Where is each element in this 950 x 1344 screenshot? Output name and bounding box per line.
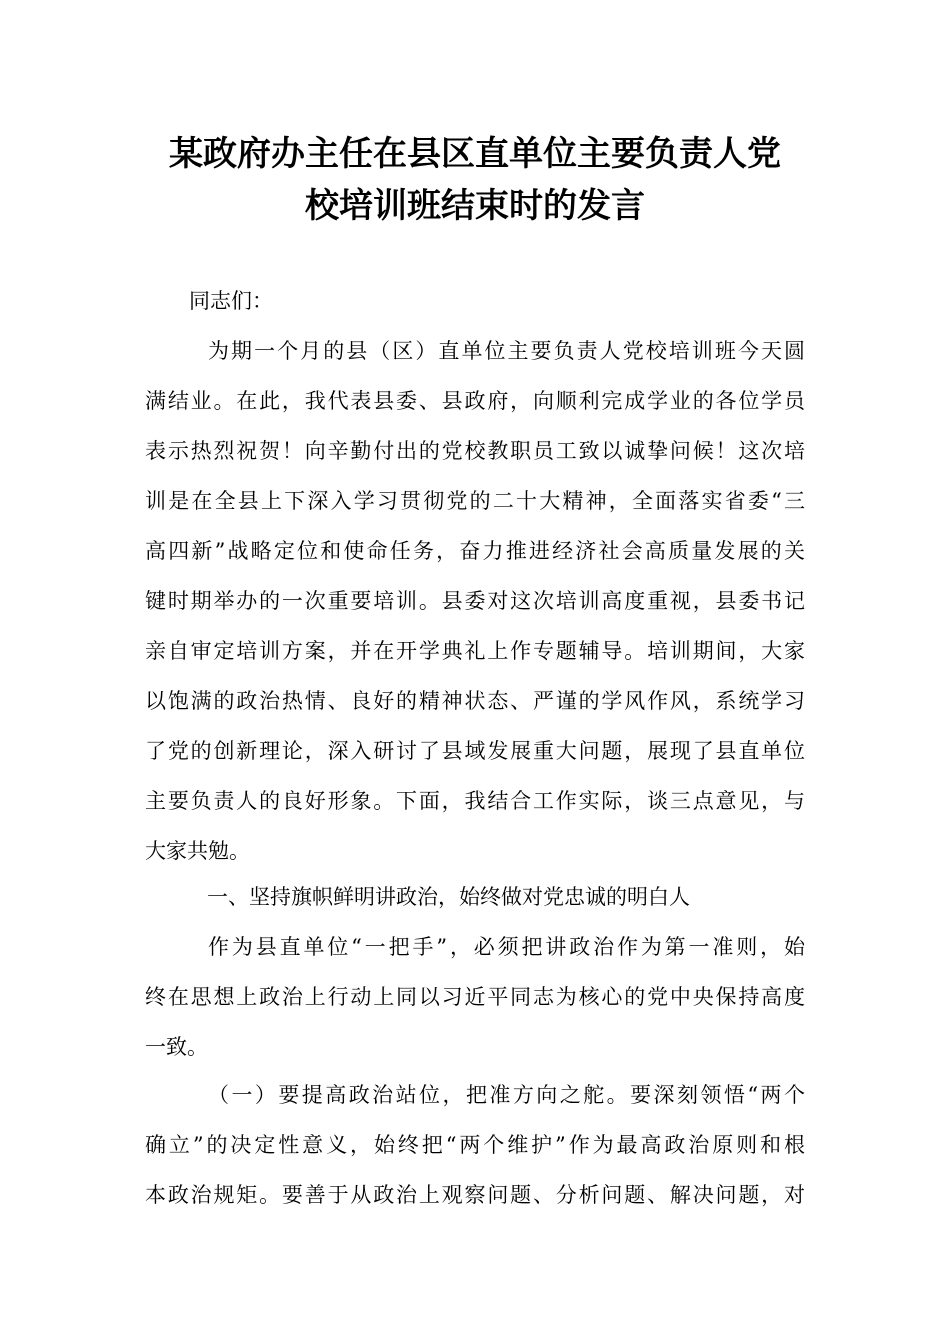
paragraph-1-line-5: 高四新”战略定位和使命任务，奋力推进经济社会高质量发展的关: [145, 539, 805, 563]
paragraph-1-line-3: 表示热烈祝贺！向辛勤付出的党校教职员工致以诚挚问候！这次培: [145, 439, 805, 463]
paragraph-1-line-2: 满结业。在此，我代表县委、县政府，向顺利完成学业的各位学员: [145, 389, 805, 413]
paragraph-1-line-11: 大家共勉。: [145, 839, 250, 863]
paragraph-4-line-2: 确立”的决定性意义，始终把“两个维护”作为最高政治原则和根: [145, 1133, 805, 1157]
section-heading-1: 一、坚持旗帜鲜明讲政治，始终做对党忠诚的明白人: [207, 885, 690, 909]
paragraph-1-line-10: 主要负责人的良好形象。下面，我结合工作实际，谈三点意见，与: [145, 789, 805, 813]
paragraph-3-line-1: 作为县直单位“一把手”，必须把讲政治作为第一准则，始: [208, 935, 805, 959]
paragraph-1-line-8: 以饱满的政治热情、良好的精神状态、严谨的学风作风，系统学习: [145, 689, 805, 713]
paragraph-1-line-1: 为期一个月的县（区）直单位主要负责人党校培训班今天圆: [208, 339, 805, 363]
paragraph-4-line-3: 本政治规矩。要善于从政治上观察问题、分析问题、解决问题，对: [145, 1183, 805, 1207]
paragraph-1-line-9: 了党的创新理论，深入研讨了县域发展重大问题，展现了县直单位: [145, 739, 805, 763]
document-title-line-2: 校培训班结束时的发言: [305, 186, 645, 226]
paragraph-4-line-1: （一）要提高政治站位，把准方向之舵。要深刻领悟“两个: [208, 1083, 805, 1107]
paragraph-1-line-4: 训是在全县上下深入学习贯彻党的二十大精神，全面落实省委“三: [145, 489, 805, 513]
paragraph-3-line-3: 一致。: [145, 1035, 208, 1059]
salutation: 同志们：: [189, 289, 273, 313]
paragraph-1-line-6: 键时期举办的一次重要培训。县委对这次培训高度重视，县委书记: [145, 589, 805, 613]
document-title-line-1: 某政府办主任在县区直单位主要负责人党: [169, 134, 781, 174]
paragraph-3-line-2: 终在思想上政治上行动上同以习近平同志为核心的党中央保持高度: [145, 985, 805, 1009]
paragraph-1-line-7: 亲自审定培训方案，并在开学典礼上作专题辅导。培训期间，大家: [145, 639, 805, 663]
